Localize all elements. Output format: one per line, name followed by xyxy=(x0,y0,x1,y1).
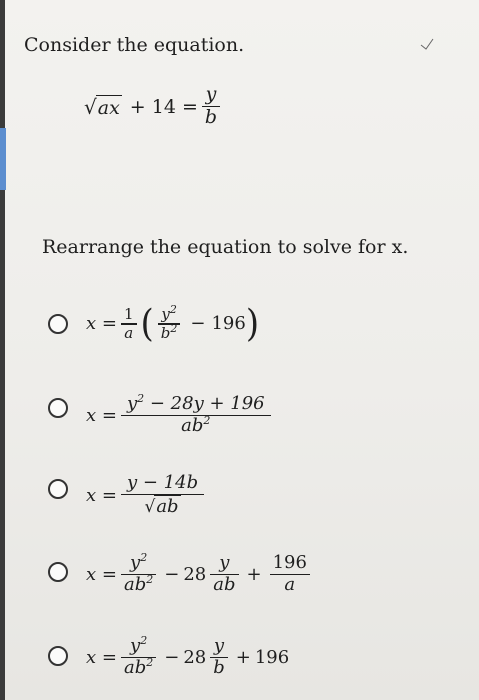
option-2-fraction: $\frac{y^2 - 28y + 196}{ab^2}$ xyxy=(121,394,271,437)
option-5-frac-a: $\frac{y^2}{ab^2}$ xyxy=(121,636,156,679)
option-1-frac-y2-over-b2: $\frac{y^2}{b^2}$ xyxy=(158,306,181,342)
option-1[interactable]: x = $\frac{1}{a}$ ( $\frac{y^2}{b^2}$ − 196 ) xyxy=(86,301,260,346)
option-4-frac-a: $\frac{y^2}{ab^2}$ xyxy=(121,553,156,596)
option-1-frac-one-over-a: $\frac{1}{a}$ xyxy=(121,306,137,342)
option-5-lhs: x = xyxy=(86,646,117,668)
option-4-frac-b: $\frac{y}{ab}$ xyxy=(210,553,238,596)
option-5[interactable]: x = $\frac{y^2}{ab^2}$ − 28 $\frac{y}{b}$ + 196 xyxy=(86,634,290,679)
equation-middle: + 14 = xyxy=(129,95,198,118)
rhs-fraction: $\frac{y}{b}$ xyxy=(202,84,220,129)
option-3-lhs: x = xyxy=(86,484,117,506)
pen-mark-icon xyxy=(420,38,434,52)
option-1-radio[interactable] xyxy=(48,314,68,334)
left-edge-bar xyxy=(0,0,5,700)
left-edge-accent xyxy=(0,128,6,190)
option-4[interactable]: x = $\frac{y^2}{ab^2}$ − 28 $\frac{y}{ab}$ + $\frac{196}{a}$ xyxy=(86,553,314,596)
square-root: √ ax xyxy=(84,94,120,119)
option-4-radio[interactable] xyxy=(48,562,68,582)
option-4-frac-c: $\frac{196}{a}$ xyxy=(270,553,310,596)
option-3[interactable] xyxy=(86,473,208,518)
option-2-lhs: x = xyxy=(86,404,117,426)
option-3-radio[interactable] xyxy=(48,479,68,499)
option-4-lhs: x = xyxy=(86,563,117,585)
given-equation xyxy=(84,84,224,129)
option-5-radio[interactable] xyxy=(48,646,68,666)
option-5-frac-b: $\frac{y}{b}$ xyxy=(210,636,228,679)
option-3-fraction: y − 14b √ ab xyxy=(121,473,204,518)
option-2[interactable] xyxy=(86,394,275,437)
option-2-radio[interactable] xyxy=(48,398,68,418)
option-1-lhs: x = xyxy=(86,313,117,335)
instruction-text: Rearrange the equation to solve for x. xyxy=(42,236,409,258)
question-prompt: Consider the equation. xyxy=(24,34,245,56)
